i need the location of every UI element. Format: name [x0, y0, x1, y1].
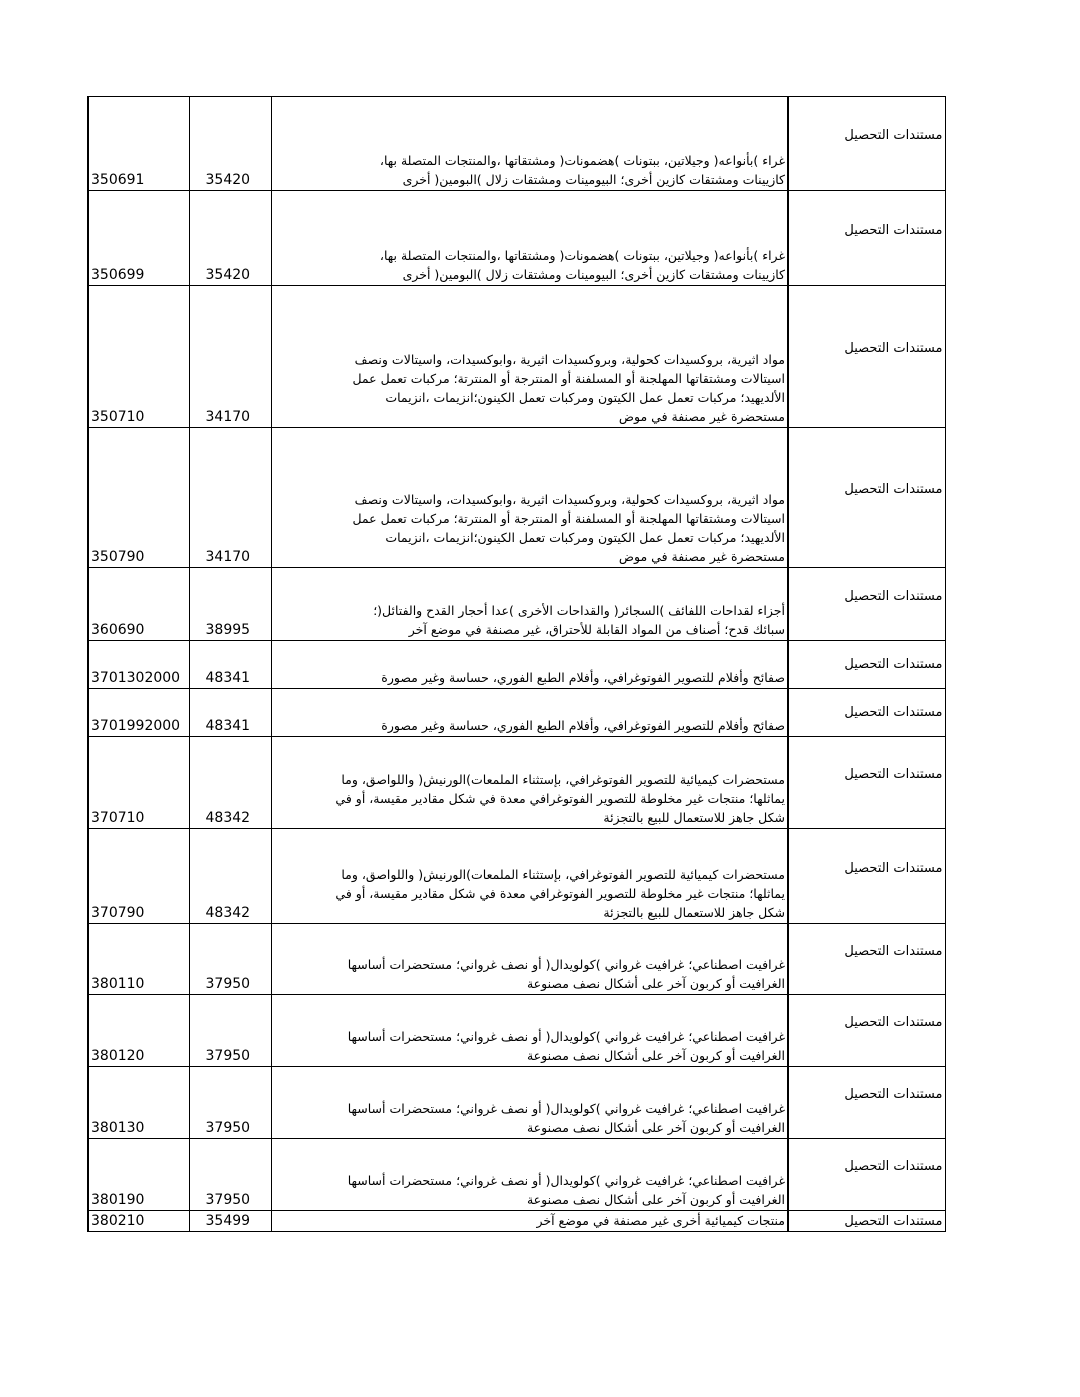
description-cell — [271, 924, 788, 995]
product-code-cell: 38995 — [189, 568, 271, 641]
category-cell — [788, 829, 945, 924]
description-line: مستحضرة غير مصنفة في موض — [618, 549, 785, 564]
product-code-cell: 48342 — [189, 737, 271, 829]
tariff-table — [87, 96, 946, 1232]
description-cell — [271, 428, 788, 568]
category-cell — [788, 1139, 945, 1211]
product-code-cell: 48342 — [189, 829, 271, 924]
category-cell — [788, 568, 945, 641]
description-line: منتجات كيميائية أخرى غير مصنفة في موضع آخر — [536, 1213, 785, 1228]
description-cell — [271, 641, 788, 689]
description-line: يماثلها؛ منتجات غير مخلوطة للتصوير الفوتوغرافي معدة في شكل مقادير مقيسة، أو في — [335, 791, 785, 806]
hs-code-cell: 380130 — [88, 1067, 189, 1139]
description-line: الغرافيت أو كربون آخر على أشكال نصف مصنوعة — [526, 1120, 785, 1135]
description-cell — [271, 995, 788, 1067]
description-cell — [271, 689, 788, 737]
table-row — [88, 924, 945, 995]
product-code-cell: 48341 — [189, 689, 271, 737]
description-line: الألديهيد؛ مركبات تعمل عمل الكيتون ومركبات تعمل الكينون؛انزيمات ،انزيمات — [385, 390, 785, 405]
description-cell — [271, 97, 788, 191]
hs-code-cell: 350699 — [88, 191, 189, 286]
table-row — [88, 428, 945, 568]
description-line: غراء )بأنواعه( وجيلاتين، ببتونات )هضمونات( ومشتقاتها ،والمنتجات المتصلة بها، — [379, 153, 785, 168]
category-text: مستندات التحصيل — [844, 1015, 943, 1030]
hs-code-cell: 3701992000 — [88, 689, 189, 737]
category-text: مستندات التحصيل — [844, 657, 943, 672]
category-text: مستندات التحصيل — [844, 222, 943, 238]
description-cell — [271, 1211, 788, 1232]
hs-code-cell: 350691 — [88, 97, 189, 191]
description-line: مستحضرات كيميائية للتصوير الفوتوغرافي، بإستثناء الملمعات)الورنيش( واللواصق، وما — [341, 867, 785, 882]
product-code-cell: 35420 — [189, 97, 271, 191]
product-code-cell: 37950 — [189, 1067, 271, 1139]
table-row — [88, 829, 945, 924]
description-line: غراء )بأنواعه( وجيلاتين، ببتونات )هضمونات( ومشتقاتها ،والمنتجات المتصلة بها، — [379, 248, 785, 263]
category-text: مستندات التحصيل — [844, 128, 943, 143]
description-cell — [271, 191, 788, 286]
category-cell — [788, 191, 945, 286]
category-cell — [788, 428, 945, 568]
description-cell — [271, 737, 788, 829]
table-row — [88, 97, 945, 191]
category-cell — [788, 641, 945, 689]
category-text: مستندات التحصيل — [844, 1087, 943, 1102]
category-cell — [788, 995, 945, 1067]
table-row — [88, 641, 945, 689]
description-line: غرافيت اصطناعي؛ غرافيت غرواني )كولويدال( أو نصف غرواني؛ مستحضرات أساسها — [347, 957, 785, 972]
category-cell — [788, 1211, 945, 1232]
description-cell — [271, 1067, 788, 1139]
product-code-cell: 37950 — [189, 924, 271, 995]
category-text: مستندات التحصيل — [844, 1159, 943, 1174]
hs-code-cell: 370710 — [88, 737, 189, 829]
description-line: يماثلها؛ منتجات غير مخلوطة للتصوير الفوتوغرافي معدة في شكل مقادير مقيسة، أو في — [335, 886, 785, 901]
description-line: صفائح وأفلام للتصوير الفوتوغرافي، وأفلام الطبع الفوري، حساسة وغير مصورة — [381, 670, 785, 685]
description-cell — [271, 1139, 788, 1211]
product-code-cell: 35499 — [189, 1211, 271, 1232]
description-line: مستحضرة غير مصنفة في موض — [618, 409, 785, 424]
product-code-cell: 34170 — [189, 286, 271, 428]
hs-code-cell: 370790 — [88, 829, 189, 924]
table-row — [88, 689, 945, 737]
product-code-cell: 37950 — [189, 1139, 271, 1211]
product-code-cell: 37950 — [189, 995, 271, 1067]
hs-code-cell: 350790 — [88, 428, 189, 568]
description-line: غرافيت اصطناعي؛ غرافيت غرواني )كولويدال( أو نصف غرواني؛ مستحضرات أساسها — [347, 1173, 785, 1188]
hs-code-cell: 350710 — [88, 286, 189, 428]
hs-code-cell: 380110 — [88, 924, 189, 995]
description-line: مواد اثيرية، بروكسيدات كحولية، وبروكسيدات اثيرية ،وابوكسيدات، واسيتالات ونصف — [354, 492, 785, 507]
description-line: غرافيت اصطناعي؛ غرافيت غرواني )كولويدال( أو نصف غرواني؛ مستحضرات أساسها — [347, 1029, 785, 1044]
category-text: مستندات التحصيل — [844, 943, 943, 959]
hs-code-cell: 380210 — [88, 1211, 189, 1232]
table-row — [88, 568, 945, 641]
category-text: مستندات التحصيل — [844, 341, 943, 356]
hs-code-cell: 380190 — [88, 1139, 189, 1211]
description-line: الغرافيت أو كربون آخر على أشكال نصف مصنوعة — [526, 1192, 785, 1207]
description-line: الغرافيت أو كربون آخر على أشكال نصف مصنوعة — [526, 976, 785, 991]
description-line: شكل جاهز للاستعمال للبيع بالتجزئة — [603, 905, 785, 920]
hs-code-cell: 3701302000 — [88, 641, 189, 689]
category-text: مستندات التحصيل — [844, 588, 943, 604]
category-text: مستندات التحصيل — [844, 1213, 943, 1229]
description-line: اسيتالات ومشتقاتها المهلجنة أو المسلفنة أو المنترجة أو المنترتة؛ مركبات تعمل عمل — [352, 511, 785, 526]
description-line: الألديهيد؛ مركبات تعمل عمل الكيتون ومركبات تعمل الكينون؛انزيمات ،انزيمات — [385, 530, 785, 545]
description-line: مستحضرات كيميائية للتصوير الفوتوغرافي، بإستثناء الملمعات)الورنيش( واللواصق، وما — [341, 772, 785, 787]
category-text: مستندات التحصيل — [844, 705, 943, 720]
description-line: اسيتالات ومشتقاتها المهلجنة أو المسلفنة أو المنترجة أو المنترتة؛ مركبات تعمل عمل — [352, 371, 785, 386]
description-line: مواد اثيرية، بروكسيدات كحولية، وبروكسيدات اثيرية ،وابوكسيدات، واسيتالات ونصف — [354, 352, 785, 367]
category-cell — [788, 286, 945, 428]
description-line: صفائح وأفلام للتصوير الفوتوغرافي، وأفلام الطبع الفوري، حساسة وغير مصورة — [381, 718, 785, 733]
description-line: أجزاء لقداحات اللفائف )السجائر( والقداحات الأخرى )عدا أحجار القدح والفتائل(؛ — [373, 603, 785, 618]
category-cell — [788, 1067, 945, 1139]
table-row — [88, 737, 945, 829]
table-row — [88, 191, 945, 286]
category-cell — [788, 924, 945, 995]
description-cell — [271, 568, 788, 641]
hs-code-cell: 380120 — [88, 995, 189, 1067]
table-row — [88, 1211, 945, 1232]
description-line: سبائك قدح؛ أصناف من المواد القابلة للأحتراق، غير مصنفة في موضع آخر — [408, 622, 785, 637]
product-code-cell: 34170 — [189, 428, 271, 568]
description-cell — [271, 829, 788, 924]
description-cell — [271, 286, 788, 428]
description-line: كازيينات ومشتقات كازين أخرى؛ البيومينات ومشتقات زلال )البومين( أخرى — [402, 267, 785, 282]
product-code-cell: 48341 — [189, 641, 271, 689]
category-cell — [788, 689, 945, 737]
hs-code-cell: 360690 — [88, 568, 189, 641]
category-text: مستندات التحصيل — [844, 860, 943, 876]
category-cell — [788, 97, 945, 191]
table-row — [88, 1067, 945, 1139]
description-line: غرافيت اصطناعي؛ غرافيت غرواني )كولويدال( أو نصف غرواني؛ مستحضرات أساسها — [347, 1101, 785, 1116]
description-line: كازيينات ومشتقات كازين أخرى؛ البيومينات ومشتقات زلال )البومين( أخرى — [402, 172, 785, 187]
category-cell — [788, 737, 945, 829]
table-row — [88, 1139, 945, 1211]
table-row — [88, 286, 945, 428]
product-code-cell: 35420 — [189, 191, 271, 286]
category-text: مستندات التحصيل — [844, 767, 943, 782]
description-line: شكل جاهز للاستعمال للبيع بالتجزئة — [603, 810, 785, 825]
table-row — [88, 995, 945, 1067]
description-line: الغرافيت أو كربون آخر على أشكال نصف مصنوعة — [526, 1048, 785, 1063]
category-text: مستندات التحصيل — [844, 482, 943, 497]
